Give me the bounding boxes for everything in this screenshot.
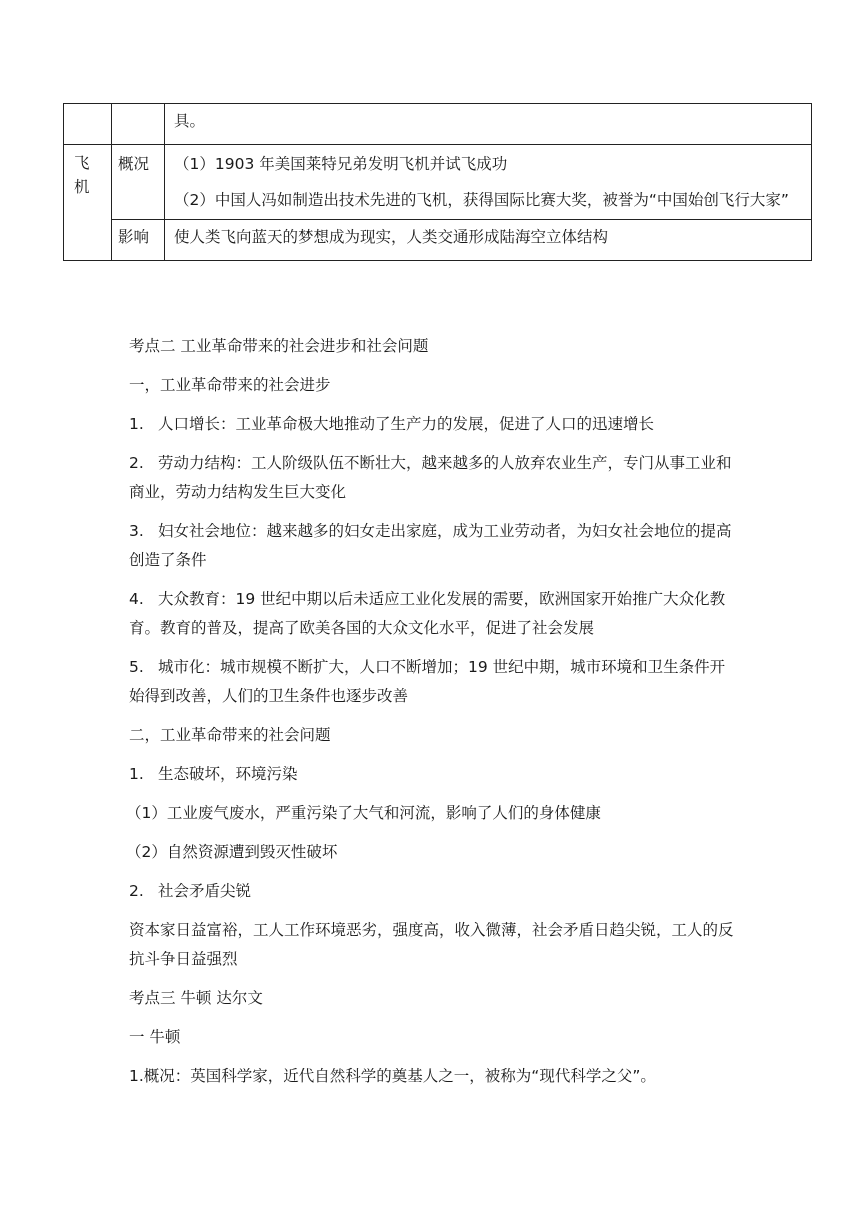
table-row — [64, 220, 812, 261]
paragraph: 资本家日益富裕，工人工作环境恶劣，强度高，收入微薄，社会矛盾日趋尖锐，工人的反抗斗争日益强烈 — [129, 921, 734, 968]
list-item: 3. 妇女社会地位：越来越多的妇女走出家庭，成为工业劳动者，为妇女社会地位的提高创造了条件 — [129, 522, 732, 569]
subsection-heading: 二，工业革命带来的社会问题 — [129, 726, 331, 744]
section-heading: 考点二 工业革命带来的社会进步和社会问题 — [129, 337, 429, 355]
category-label: 飞机 — [74, 154, 92, 196]
list-item: 5. 城市化：城市规模不断扩大，人口不断增加；19 世纪中期，城市环境和卫生条件开始得到改善，人们的卫生条件也逐步改善 — [129, 658, 726, 705]
subsection-heading: 一 牛顿 — [129, 1028, 181, 1046]
list-item: 2. 社会矛盾尖锐 — [129, 882, 252, 900]
document-body — [126, 332, 739, 1091]
subsection-heading: 一，工业革命带来的社会进步 — [129, 376, 331, 394]
list-item: 1. 人口增长：工业革命极大地推动了生产力的发展，促进了人口的迅速增长 — [129, 415, 655, 433]
sub-item: （2）自然资源遭到毁灭性破坏 — [126, 843, 338, 861]
overview-item: （2）中国人冯如制造出技术先进的飞机，获得国际比赛大奖，被誉为“中国始创飞行大家” — [174, 191, 789, 209]
sub-item: （1）工业废气废水，严重污染了大气和河流，影响了人们的身体健康 — [126, 804, 601, 822]
table-row — [64, 104, 812, 145]
inventions-table — [63, 103, 812, 261]
paragraph: 1.概况：英国科学家，近代自然科学的奠基人之一，被称为“现代科学之父”。 — [129, 1067, 656, 1085]
list-item: 4. 大众教育：19 世纪中期以后未适应工业化发展的需要，欧洲国家开始推广大众化教育。教育的普及，提高了欧美各国的大众文化水平，促进了社会发展 — [129, 590, 726, 637]
section-heading: 考点三 牛顿 达尔文 — [129, 989, 263, 1007]
list-item: 1. 生态破坏，环境污染 — [129, 765, 298, 783]
overview-label: 概况 — [118, 155, 150, 173]
table-row — [64, 145, 812, 220]
overview-item: （1）1903 年美国莱特兄弟发明飞机并试飞成功 — [174, 155, 508, 173]
impact-label: 影响 — [118, 228, 150, 246]
impact-text: 使人类飞向蓝天的梦想成为现实，人类交通形成陆海空立体结构 — [174, 228, 609, 246]
row-continuation-text: 具。 — [174, 112, 206, 130]
list-item: 2. 劳动力结构：工人阶级队伍不断壮大，越来越多的人放弃农业生产，专门从事工业和商业，劳动力结构发生巨大变化 — [129, 454, 732, 501]
